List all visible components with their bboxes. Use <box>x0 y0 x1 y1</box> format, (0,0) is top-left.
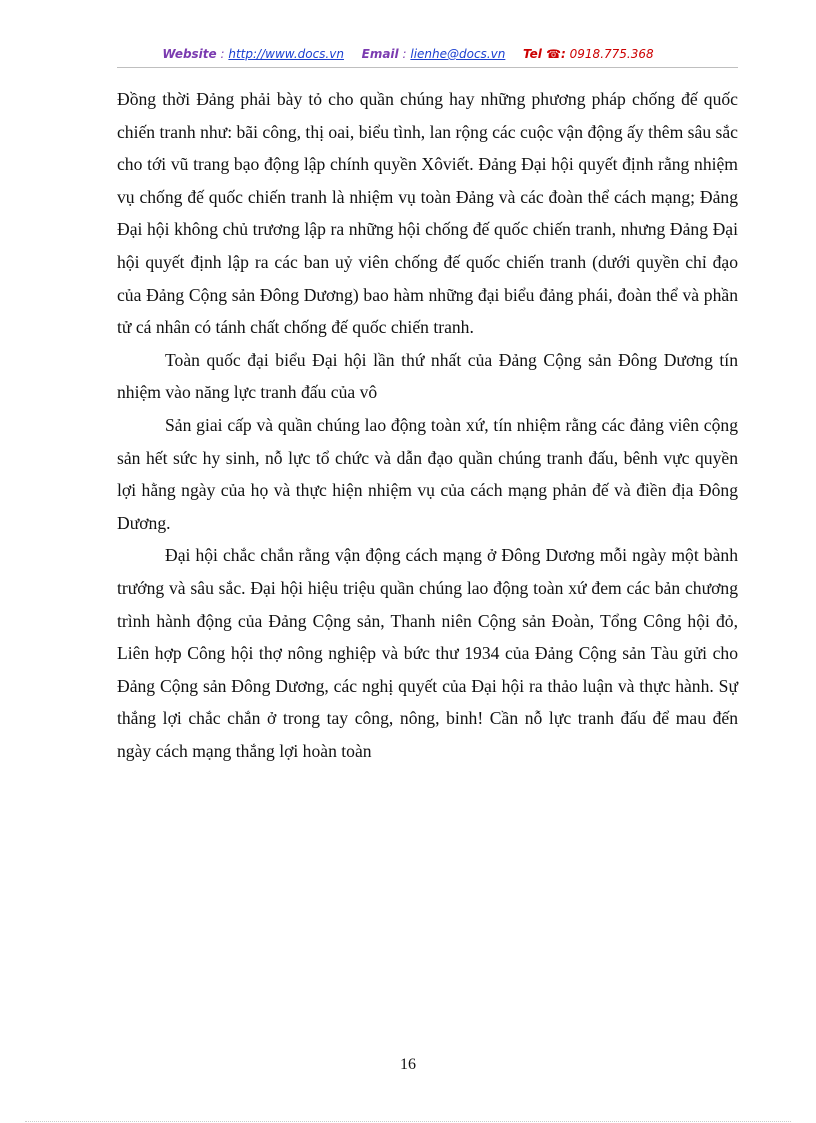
website-link[interactable]: http://www.docs.vn <box>228 47 344 61</box>
phone-number: 0918.775.368 <box>569 47 654 61</box>
tel-label: Tel ☎: <box>523 47 566 61</box>
header-divider <box>117 67 738 68</box>
page-bottom-divider <box>25 1121 791 1122</box>
website-label: Website <box>162 47 217 61</box>
document-body <box>117 83 738 767</box>
paragraph-3: Sản giai cấp và quần chúng lao động toàn xứ, tín nhiệm rằng các đảng viên cộng sản hết sức hy sinh, nỗ lực tổ chức và dẫn đạo quần chúng tranh đấu, bênh vực quyền lợi hằng ngày của họ và thực hiện nhiệm vụ của cách mạng phản đế và điền địa Đông Dương. <box>117 414 738 533</box>
page-number: 16 <box>400 1056 416 1073</box>
email-colon: : <box>402 47 407 61</box>
email-label: Email <box>361 47 399 61</box>
paragraph-2: Toàn quốc đại biểu Đại hội lần thứ nhất của Đảng Cộng sản Đông Dương tín nhiệm vào năng lực tranh đấu của vô <box>117 349 738 403</box>
page-header <box>0 47 816 61</box>
paragraph-4: Đại hội chắc chắn rằng vận động cách mạng ở Đông Dương mỗi ngày một bành trướng và sâu sắc. Đại hội hiệu triệu quần chúng lao động toàn xứ đem các bản chương trình hành động của Đảng Cộng sản, Thanh niên Cộng sản Đoàn, Tổng Công hội đỏ, Liên hợp Công hội thợ nông nghiệp và bức thư 1934 của Đảng Cộng sản Tàu gửi cho Đảng Cộng sản Đông Dương, các nghị quyết của Đại hội ra thảo luận và thực hành. Sự thắng lợi chắc chắn ở trong tay công, nông, binh! Cần nỗ lực tranh đấu để mau đến ngày cách mạng thắng lợi hoàn toàn <box>117 545 738 761</box>
email-link[interactable]: lienhe@docs.vn <box>410 47 506 61</box>
paragraph-1: Đồng thời Đảng phải bày tỏ cho quần chúng hay những phương pháp chống đế quốc chiến tranh như: bãi công, thị oai, biểu tình, lan rộng các cuộc vận động ấy thêm sâu sắc cho tới vũ trang bạo động lập chính quyền Xôviết. Đảng Đại hội quyết định rằng nhiệm vụ chống đế quốc chiến tranh là nhiệm vụ toàn Đảng và các đoàn thể cách mạng; Đảng Đại hội không chủ trương lập ra những hội chống đế quốc chiến tranh, nhưng Đảng Đại hội quyết định lập ra các ban uỷ viên chống đế quốc chiến tranh (dưới quyền chỉ đạo của Đảng Cộng sản Đông Dương) bao hàm những đại biểu đảng phái, đoàn thể và phần tử cá nhân có tánh chất chống đế quốc chiến tranh. <box>117 89 738 338</box>
website-colon: : <box>220 47 225 61</box>
